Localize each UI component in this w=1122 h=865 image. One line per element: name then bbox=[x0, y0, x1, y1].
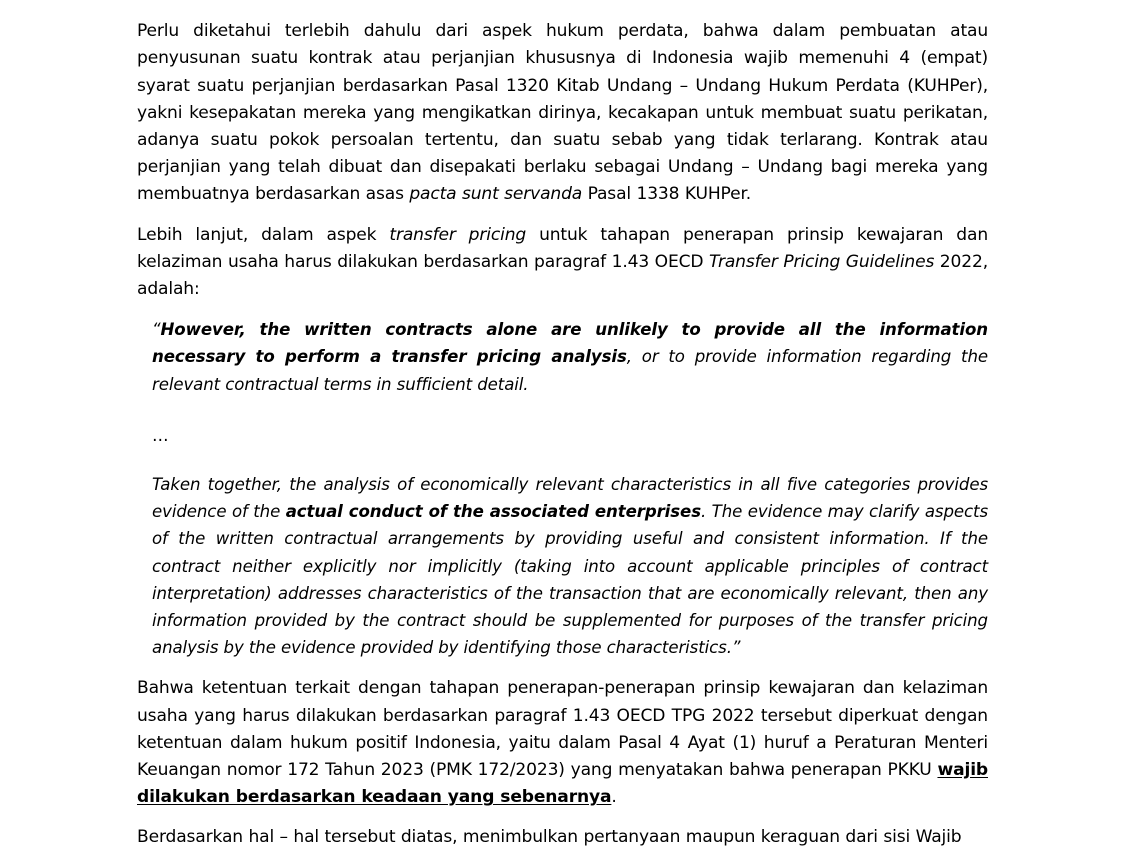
blockquote-oecd-tpg-1-43 bbox=[137, 316, 988, 661]
paragraph-text-part-2: Pasal 1338 KUHPer. bbox=[582, 184, 752, 205]
paragraph-hukum-perdata bbox=[137, 18, 988, 208]
quote-emphasis-actual-conduct: actual conduct of the associated enterprises bbox=[285, 502, 701, 522]
latin-maxim-pacta-sunt-servanda: pacta sunt servanda bbox=[409, 184, 583, 205]
paragraph-text-part-2: . bbox=[611, 787, 617, 808]
paragraph-pmk-172-2023 bbox=[137, 675, 988, 811]
quote-text-part-2: . The evidence may clarify aspects of the written contractual arrangements by providing useful and consistent information. If the contract neither explicitly nor implicitly (taking into account applicable principles of contract interpretation) addresses characteristics of the transaction that are economically relevant, then any information provided by the contract should be supplemented for purposes of the transfer pricing analysis by the evidence provided by identifying those characteristics.” bbox=[152, 502, 988, 658]
paragraph-text-part-1: Lebih lanjut, dalam aspek bbox=[137, 224, 390, 245]
title-oecd-transfer-pricing-guidelines: Transfer Pricing Guidelines bbox=[709, 251, 935, 272]
emphasis-wajib-dilakukan-berdasarkan-keadaan-yang-sebenarnya: wajib dilakukan berdasarkan keadaan yang sebenarnya bbox=[137, 760, 988, 808]
quote-ellipsis bbox=[152, 422, 988, 449]
paragraph-text-part-2: untuk tahapan penerapan prinsip kewajaran dan kelaziman usaha harus dilakukan berdasarkan paragraf 1.43 OECD bbox=[137, 224, 989, 272]
quote-paragraph-second bbox=[152, 471, 988, 661]
quote-text-part-1: Taken together, the analysis of economically relevant characteristics in all five categories provides evidence of the bbox=[152, 475, 988, 522]
paragraph-text-part-3: 2022, adalah: bbox=[137, 251, 988, 300]
quote-emphasis-written-contracts: However, the written contracts alone are unlikely to provide all the information necessary to perform a transfer pricing analysis bbox=[152, 320, 988, 367]
paragraph-text-part-1: Perlu diketahui terlebih dahulu dari aspek hukum perdata, bahwa dalam pembuatan atau penyusunan suatu kontrak atau perjanjian khususnya di Indonesia wajib memenuhi 4 (empat) syarat suatu perjanjian berdasarkan Pasal 1320 Kitab Undang – Undang Hukum Perdata (KUHPer), yakni kesepakatan mereka yang mengikatkan dirinya, kecakapan untuk membuat suatu perikatan, adanya suatu pokok persoalan tertentu, dan suatu sebab yang tidak terlarang. Kontrak atau perjanjian yang telah dibuat dan disepakati berlaku sebagai Undang – Undang bagi mereka yang membuatnya berdasarkan asas bbox=[137, 21, 988, 205]
ellipsis-text: … bbox=[152, 425, 170, 445]
paragraph-text-part-1: Bahwa ketentuan terkait dengan tahapan penerapan-penerapan prinsip kewajaran dan kelaziman usaha yang harus dilakukan berdasarkan paragraf 1.43 OECD TPG 2022 tersebut diperkuat dengan ketentuan dalam hukum positif Indonesia, yaitu dalam Pasal 4 Ayat (1) huruf a Peraturan Menteri Keuangan nomor 172 Tahun 2023 (PMK 172/2023) yang menyatakan bahwa penerapan PKKU bbox=[137, 678, 988, 781]
paragraph-transfer-pricing-intro bbox=[137, 222, 988, 304]
paragraph-text bbox=[137, 0, 885, 1]
paragraph-continuation-clipped bbox=[137, 0, 988, 5]
quote-paragraph-first bbox=[152, 316, 988, 398]
quote-text-remainder: , or to provide information regarding the relevant contractual terms in sufficient detail. bbox=[152, 347, 988, 394]
term-transfer-pricing: transfer pricing bbox=[389, 224, 527, 245]
paragraph-text: Berdasarkan hal – hal tersebut diatas, menimbulkan pertanyaan maupun keraguan dari sisi Wajib bbox=[137, 827, 962, 848]
opening-quotation-mark: “ bbox=[152, 320, 161, 340]
paragraph-closing-clipped bbox=[137, 824, 988, 851]
document-text-column bbox=[137, 0, 988, 865]
